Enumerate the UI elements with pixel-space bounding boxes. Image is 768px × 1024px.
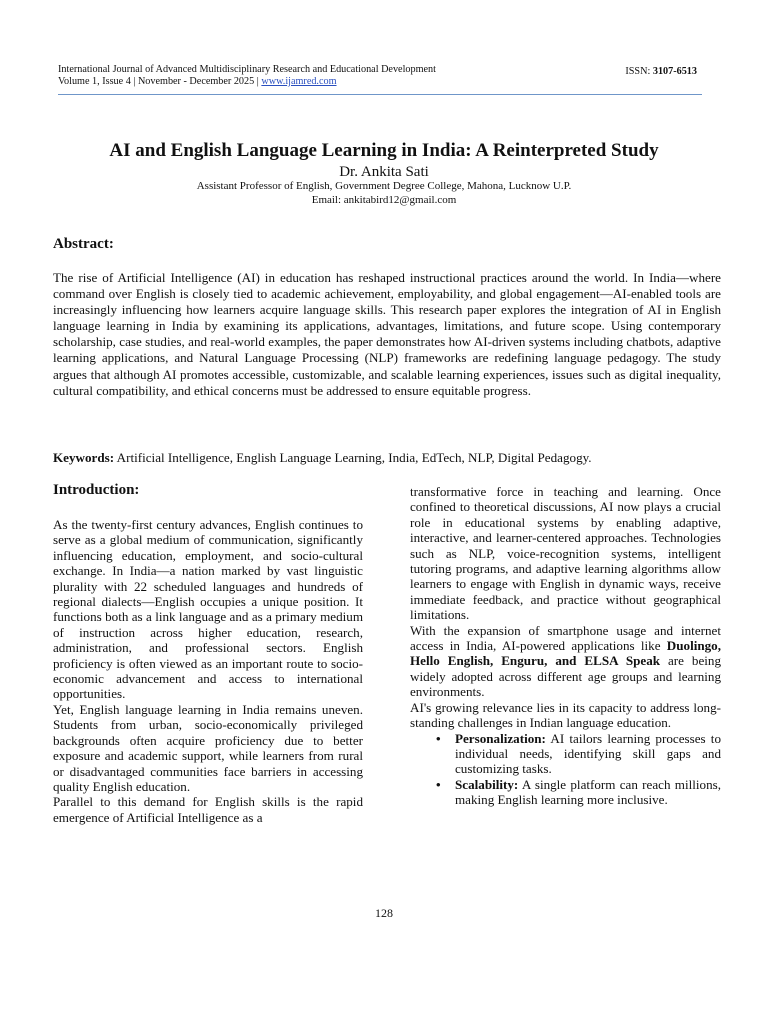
issn: [625, 66, 697, 78]
paper-title: AI and English Language Learning in India: A Reinterpreted Study: [109, 140, 659, 161]
bullet-label: Scalability:: [455, 776, 519, 792]
page-number: 128: [375, 906, 393, 920]
right-column: [410, 484, 721, 808]
abstract-heading: Abstract:: [53, 236, 114, 252]
bullet-label: Personalization:: [455, 730, 546, 746]
app-names: Duolingo, Hello English, Enguru, and ELSA Speak: [410, 638, 721, 669]
bullet-icon: •: [436, 776, 441, 792]
intro-paragraph-3-cont: transformative force in teaching and learning. Once confined to theoretical discussions, AI now plays a crucial role in educational systems by enabling adaptive, interactive, and learner-centered approaches. Technologies such as NLP, voice-recognition systems, intelligent tutoring programs, and adaptive learning algorithms allow learners to engage with English in dynamic ways, receive immediate feedback, and practice without geographical limitations.: [410, 484, 721, 623]
bullet-text: A single platform can reach millions, making English learning more inclusive.: [455, 776, 721, 808]
intro-paragraph-2: Yet, English language learning in India remains uneven. Students from urban, socio-economically privileged backgrounds often acquire proficiency due to better exposure and academic support, while learners from rural or disadvantaged communities face barriers in accessing quality English education.: [53, 701, 363, 794]
header-divider: [58, 94, 702, 95]
intro-paragraph-1: As the twenty-first century advances, English continues to serve as a global medium of communication, significantly influencing education, employment, and socio-cultural exchange. In India—a nation marked by vast linguistic plurality with 22 scheduled languages and hundreds of regional dialects—English occupies a unique position. It functions both as a link language and as a primary medium of instruction across higher education, research, administration, and professional sectors. English proficiency is often viewed as an important route to socio-economic advancement and access to international opportunities.: [53, 517, 363, 702]
left-column: [53, 482, 363, 825]
bullet-icon: •: [436, 730, 441, 746]
intro-paragraph-5: AI's growing relevance lies in its capacity to address long-standing challenges in Indian language education.: [410, 699, 721, 731]
intro-paragraph-4-pre: With the expansion of smartphone usage and internet access in India, AI-powered applications like: [410, 622, 721, 654]
keywords-label: Keywords:: [53, 450, 115, 465]
journal-website-link[interactable]: www.ijamred.com: [261, 76, 337, 87]
author-affiliation: Assistant Professor of English, Government Degree College, Mahona, Lucknow U.P.: [196, 180, 572, 192]
journal-header: [58, 64, 618, 88]
list-item: [410, 777, 721, 808]
author-name: Dr. Ankita Sati: [339, 164, 429, 180]
intro-paragraph-4-post: are being widely adopted across different age groups and learning environments.: [410, 653, 722, 700]
journal-name: International Journal of Advanced Multidisciplinary Research and Educational Development: [58, 64, 436, 75]
benefits-list: [410, 731, 721, 808]
intro-paragraph-3-start: Parallel to this demand for English skills is the rapid emergence of Artificial Intelligence as a: [53, 794, 363, 825]
list-item: [410, 731, 721, 777]
keywords-text: Artificial Intelligence, English Language Learning, India, EdTech, NLP, Digital Pedagogy.: [114, 450, 592, 465]
author-email: Email: ankitabird12@gmail.com: [311, 193, 457, 206]
issn-label: ISSN:: [625, 66, 653, 77]
bullet-text: AI tailors learning processes to individual needs, identifying skill gaps and customizing tasks.: [455, 730, 721, 777]
intro-paragraph-4: [410, 623, 721, 700]
issn-number: 3107-6513: [652, 66, 697, 77]
issue-info: Volume 1, Issue 4 | November - December 2025 |: [58, 76, 262, 87]
issue-info-line: [58, 76, 618, 88]
abstract-body: The rise of Artificial Intelligence (AI) in education has reshaped instructional practices around the world. In India—where command over English is closely tied to academic achievement, employability, and global engagement—AI-enabled tools are increasingly influencing how learners acquire language skills. This research paper explores the integration of AI in English language learning in India by examining its applications, advantages, limitations, and future scope. Using contemporary scholarship, case studies, and real-world examples, the paper demonstrates how AI-driven systems including chatbots, adaptive learning applications, and Natural Language Processing (NLP) frameworks are redefining language pedagogy. The study argues that although AI promotes accessible, customizable, and scalable learning experiences, issues such as digital inequality, cultural compatibility, and ethical concerns must be addressed to ensure equitable progress.: [53, 270, 721, 398]
keywords: [53, 450, 721, 466]
author-affiliation-block: [0, 180, 768, 207]
introduction-heading: Introduction:: [53, 482, 140, 498]
